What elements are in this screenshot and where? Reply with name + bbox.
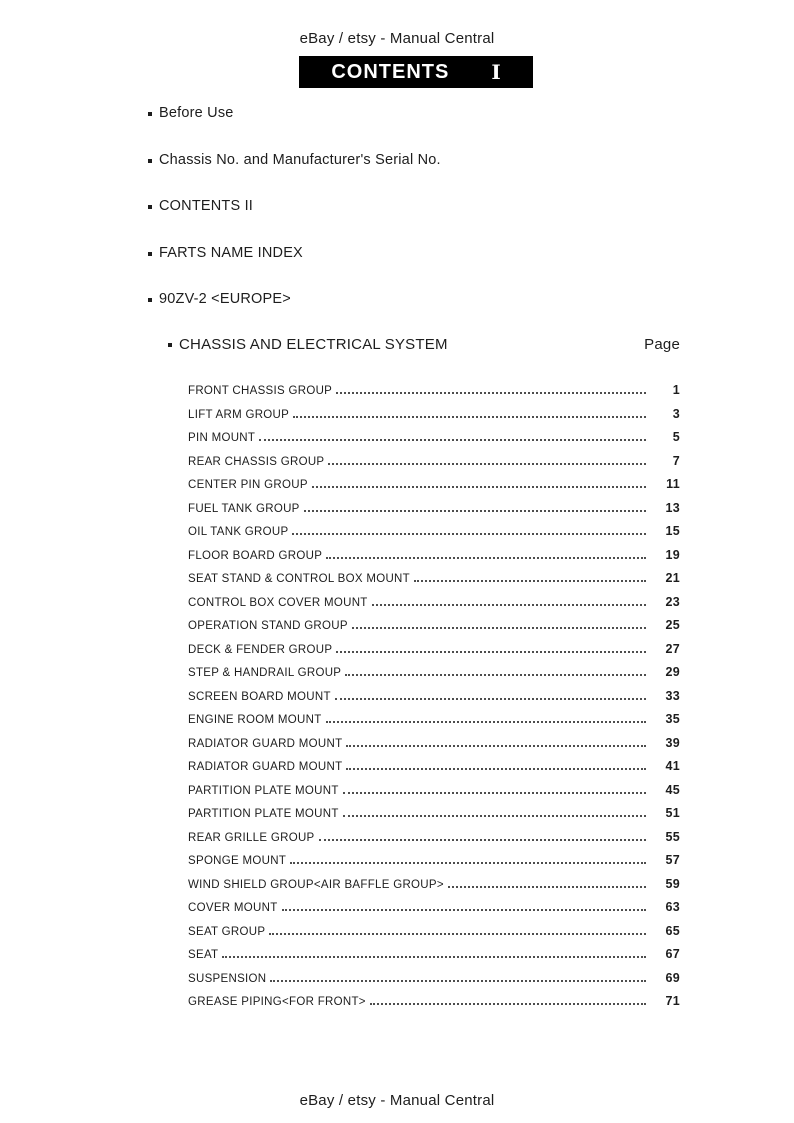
- bullet-icon: [168, 343, 172, 347]
- page-header: eBay / etsy - Manual Central: [299, 30, 495, 47]
- front-matter-label: CONTENTS II: [159, 198, 254, 214]
- toc-entry: [188, 971, 680, 995]
- front-matter-item: [148, 198, 441, 245]
- toc-entry-page: 51: [665, 806, 680, 820]
- toc-entry-title: PARTITION PLATE MOUNT: [188, 784, 339, 797]
- toc-entry-title: SUSPENSION: [188, 972, 267, 985]
- toc-entry: [188, 618, 680, 642]
- dot-leader: [352, 627, 646, 629]
- toc-entry-page: 19: [665, 547, 680, 562]
- toc-entry-title: CENTER PIN GROUP: [188, 479, 308, 491]
- toc-entry-title: FLOOR BOARD GROUP: [188, 549, 323, 562]
- toc-entry-page: 63: [665, 900, 680, 914]
- toc-entry-title: GREASE PIPING<FOR FRONT>: [188, 996, 366, 1008]
- dot-leader: [346, 768, 646, 770]
- toc-entry: [188, 383, 680, 407]
- toc-entry: [188, 994, 680, 1018]
- toc-entry-page: 67: [665, 947, 680, 961]
- dot-leader: [269, 933, 646, 935]
- front-matter-item: [148, 245, 441, 292]
- toc-entry: [188, 853, 680, 877]
- toc-entry: [188, 783, 680, 807]
- toc-entry-title: REAR GRILLE GROUP: [188, 831, 315, 844]
- toc-entry-page: 69: [665, 970, 680, 985]
- toc-entry-page: 21: [665, 571, 680, 585]
- dot-leader: [370, 1003, 646, 1005]
- dot-leader: [282, 909, 646, 911]
- toc-entry: [188, 477, 680, 501]
- toc-entry-page: 29: [665, 665, 680, 679]
- dot-leader: [336, 392, 646, 394]
- bullet-icon: [148, 298, 152, 302]
- dot-leader: [270, 980, 646, 982]
- toc-entry-title: SEAT: [188, 949, 219, 961]
- contents-banner-title: CONTENTS: [331, 60, 450, 83]
- dot-leader: [222, 956, 646, 958]
- dot-leader: [336, 651, 646, 653]
- toc-entry-page: 39: [665, 735, 680, 750]
- front-matter-label: 90ZV-2 <EUROPE>: [159, 291, 291, 307]
- toc-entry-title: SPONGE MOUNT: [188, 855, 287, 867]
- front-matter-label: Chassis No. and Manufacturer's Serial No.: [159, 151, 441, 168]
- toc-entry-title: OPERATION STAND GROUP: [188, 620, 348, 632]
- dot-leader: [345, 674, 646, 676]
- dot-leader: [414, 580, 646, 582]
- bullet-icon: [148, 159, 152, 163]
- dot-leader: [259, 439, 646, 441]
- dot-leader: [335, 698, 646, 700]
- dot-leader: [292, 533, 646, 535]
- bullet-icon: [148, 205, 152, 209]
- toc-entry: [188, 665, 680, 689]
- toc-entry-title: ENGINE ROOM MOUNT: [188, 714, 322, 726]
- page-column-label: Page: [644, 336, 680, 353]
- toc-entry-title: SEAT STAND & CONTROL BOX MOUNT: [188, 573, 410, 585]
- dot-leader: [343, 815, 646, 817]
- bullet-icon: [148, 112, 152, 116]
- toc-entry-page: 45: [665, 782, 680, 797]
- section-header-row: [168, 336, 680, 354]
- toc-entry-title: FUEL TANK GROUP: [188, 502, 300, 515]
- toc-entry: [188, 830, 680, 854]
- dot-leader: [312, 486, 646, 488]
- toc-entry-page: 33: [665, 688, 680, 703]
- toc-entry: [188, 548, 680, 572]
- toc-entry-page: 35: [665, 712, 680, 726]
- dot-leader: [326, 557, 646, 559]
- toc-entry-page: 5: [672, 430, 680, 444]
- toc-entry: [188, 501, 680, 525]
- contents-banner-numeral: I: [491, 60, 501, 84]
- toc-entry: [188, 689, 680, 713]
- toc-entry-page: 27: [665, 641, 680, 656]
- toc-entry-title: REAR CHASSIS GROUP: [188, 455, 325, 468]
- toc-entry-page: 7: [672, 453, 680, 468]
- toc-entry: [188, 736, 680, 760]
- dot-leader: [326, 721, 646, 723]
- dot-leader: [290, 862, 646, 864]
- dot-leader: [343, 792, 646, 794]
- dot-leader: [372, 604, 646, 606]
- toc-entry-page: 13: [665, 500, 680, 515]
- front-matter-item: [148, 105, 441, 152]
- toc-entry: [188, 407, 680, 431]
- toc-entry-page: 11: [666, 477, 680, 491]
- toc-entry-title: STEP & HANDRAIL GROUP: [188, 667, 342, 679]
- toc-entry: [188, 430, 680, 454]
- toc-entry-title: SEAT GROUP: [188, 925, 266, 938]
- section-title: CHASSIS AND ELECTRICAL SYSTEM: [179, 336, 448, 353]
- front-matter-item: [148, 291, 441, 338]
- toc-entry: [188, 924, 680, 948]
- toc-entry-page: 15: [665, 524, 680, 538]
- toc-entry-page: 23: [665, 594, 680, 609]
- toc-entry: [188, 806, 680, 830]
- toc-entry: [188, 642, 680, 666]
- toc-entry-title: LIFT ARM GROUP: [188, 408, 290, 421]
- toc-entry: [188, 759, 680, 783]
- toc-entry: [188, 877, 680, 901]
- toc-list: [188, 383, 680, 1018]
- toc-entry: [188, 712, 680, 736]
- toc-entry-page: 41: [665, 759, 680, 773]
- dot-leader: [328, 463, 646, 465]
- dot-leader: [304, 510, 646, 512]
- front-matter-label: Before Use: [159, 105, 234, 121]
- toc-entry: [188, 900, 680, 924]
- toc-entry-page: 25: [665, 618, 680, 632]
- toc-entry-title: PARTITION PLATE MOUNT: [188, 808, 339, 820]
- dot-leader: [346, 745, 646, 747]
- dot-leader: [319, 839, 646, 841]
- toc-entry-page: 57: [665, 853, 680, 867]
- toc-entry: [188, 571, 680, 595]
- toc-entry-page: 3: [672, 406, 680, 421]
- toc-entry-page: 1: [672, 383, 680, 397]
- toc-entry-page: 71: [665, 994, 680, 1008]
- toc-entry-page: 59: [665, 876, 680, 891]
- toc-entry-title: RADIATOR GUARD MOUNT: [188, 737, 343, 750]
- toc-entry-title: DECK & FENDER GROUP: [188, 643, 333, 656]
- toc-entry-title: FRONT CHASSIS GROUP: [188, 385, 333, 397]
- toc-entry-title: OIL TANK GROUP: [188, 526, 289, 538]
- toc-entry: [188, 454, 680, 478]
- page-footer: eBay / etsy - Manual Central: [299, 1092, 495, 1109]
- toc-entry-page: 55: [665, 829, 680, 844]
- toc-entry: [188, 947, 680, 971]
- toc-entry-title: RADIATOR GUARD MOUNT: [188, 761, 343, 773]
- bullet-icon: [148, 252, 152, 256]
- toc-entry-title: COVER MOUNT: [188, 902, 278, 914]
- toc-entry-title: CONTROL BOX COVER MOUNT: [188, 596, 368, 609]
- toc-entry-title: PIN MOUNT: [188, 432, 256, 444]
- dot-leader: [293, 416, 646, 418]
- toc-entry: [188, 595, 680, 619]
- front-matter-label: FARTS NAME INDEX: [159, 244, 303, 261]
- toc-entry-page: 65: [665, 923, 680, 938]
- toc-entry: [188, 524, 680, 548]
- front-matter-item: [148, 152, 441, 199]
- contents-banner: [299, 56, 533, 88]
- dot-leader: [448, 886, 646, 888]
- toc-entry-title: WIND SHIELD GROUP<AIR BAFFLE GROUP>: [188, 878, 444, 891]
- front-matter-list: [148, 105, 441, 338]
- toc-entry-title: SCREEN BOARD MOUNT: [188, 690, 331, 703]
